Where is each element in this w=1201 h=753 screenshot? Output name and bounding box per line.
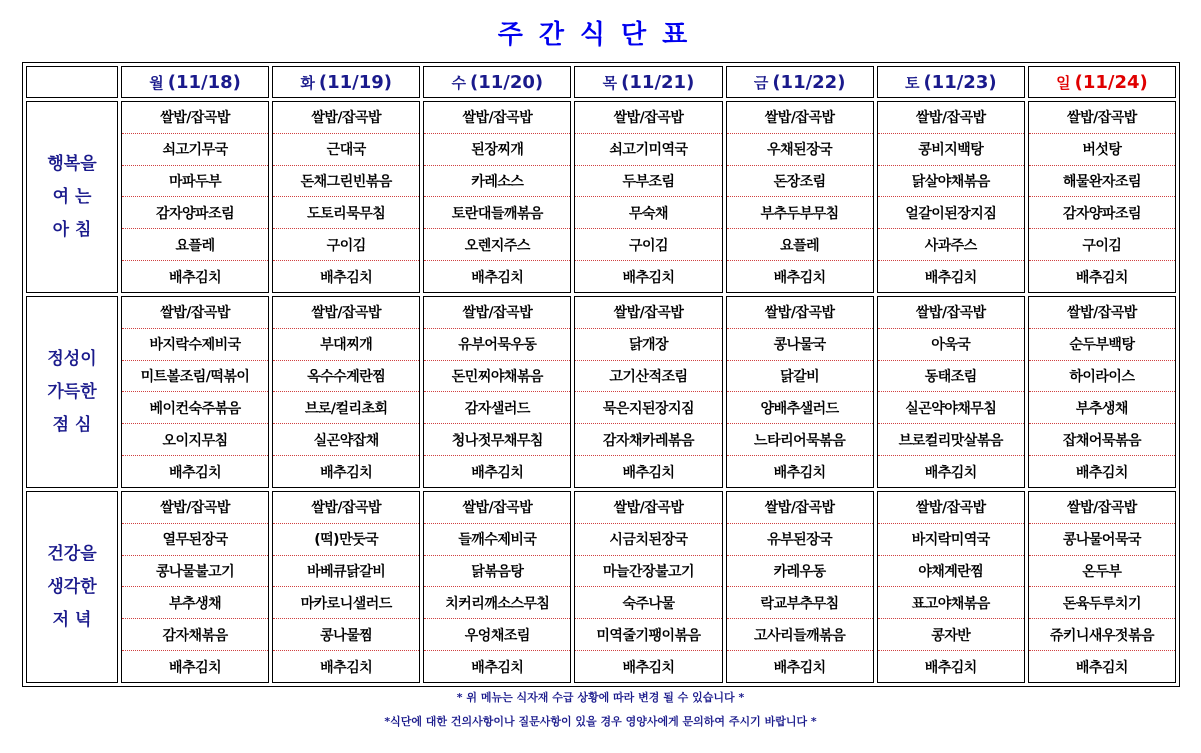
menu-cell (121, 101, 269, 293)
menu-item: 배추김치 (924, 659, 977, 676)
menu-cell (877, 296, 1025, 488)
header-row (26, 66, 1176, 98)
menu-list (575, 297, 721, 487)
menu-item: 배추김치 (773, 464, 826, 481)
menu-cell (121, 491, 269, 683)
menu-item: 오렌지주스 (424, 229, 570, 261)
menu-item: 카레소스 (424, 166, 570, 198)
menu-item: 배추김치 (169, 269, 222, 286)
menu-item: 두부조림 (575, 166, 721, 198)
meal-row-dinner (26, 491, 1176, 683)
menu-item: 콩나물찜 (273, 619, 419, 651)
meal-label-line: 생각한 (47, 576, 97, 597)
menu-item: (떡)만둣국 (273, 524, 419, 556)
menu-item: 쌀밥/잡곡밥 (575, 492, 721, 524)
menu-list (727, 102, 873, 292)
menu-list (273, 297, 419, 487)
menu-item: 동태조림 (878, 361, 1024, 393)
menu-item: 돈채그린빈볶음 (273, 166, 419, 198)
menu-list (273, 492, 419, 682)
menu-list (1029, 102, 1175, 292)
menu-item: 브로컬리맛살볶음 (878, 424, 1024, 456)
menu-item: 우엉채조림 (424, 619, 570, 651)
menu-cell (726, 296, 874, 488)
menu-item: 콩나물불고기 (122, 556, 268, 588)
menu-item: 구이김 (575, 229, 721, 261)
menu-item: 버섯탕 (1029, 134, 1175, 166)
corner-cell (26, 66, 118, 98)
menu-cell (423, 491, 571, 683)
meal-label-line: 가득한 (47, 381, 97, 402)
menu-list (122, 297, 268, 487)
menu-cell (574, 491, 722, 683)
menu-item: 쌀밥/잡곡밥 (878, 102, 1024, 134)
weekly-menu-table (22, 62, 1180, 687)
menu-list (878, 492, 1024, 682)
menu-item: 쌀밥/잡곡밥 (878, 297, 1024, 329)
menu-item: 시금치된장국 (575, 524, 721, 556)
menu-item: 쌀밥/잡곡밥 (727, 297, 873, 329)
menu-item: 부대찌개 (273, 329, 419, 361)
menu-item: 쌀밥/잡곡밥 (727, 102, 873, 134)
menu-cell (272, 101, 420, 293)
menu-cell (574, 101, 722, 293)
menu-item: 브로/컬리초회 (273, 392, 419, 424)
menu-item: 부추두부무침 (727, 197, 873, 229)
meal-label-line: 행복을 (47, 153, 97, 174)
menu-list (122, 102, 268, 292)
menu-item: 쌀밥/잡곡밥 (424, 297, 570, 329)
menu-list (727, 492, 873, 682)
menu-item: 부추생채 (122, 587, 268, 619)
menu-item: 배추김치 (169, 464, 222, 481)
menu-item: 무숙채 (575, 197, 721, 229)
menu-item: 온두부 (1029, 556, 1175, 588)
menu-cell (272, 296, 420, 488)
menu-cell (121, 296, 269, 488)
menu-item: 감자채카레볶음 (575, 424, 721, 456)
menu-list (575, 492, 721, 682)
note-contact-notice: *식단에 대한 건의사항이나 질문사항이 있을 경우 영양사에게 문의하여 주시기 바랍니다 * (384, 715, 817, 728)
menu-item: 요플레 (122, 229, 268, 261)
day-header-fri: 금 (11/22) (726, 66, 874, 98)
menu-item: 구이김 (1029, 229, 1175, 261)
menu-cell (877, 491, 1025, 683)
menu-item: 된장찌개 (424, 134, 570, 166)
menu-item: 배추김치 (169, 659, 222, 676)
menu-item: 바지락수제비국 (122, 329, 268, 361)
day-header-mon: 월 (11/18) (121, 66, 269, 98)
menu-item: 해물완자조림 (1029, 166, 1175, 198)
menu-item: 옥수수계란찜 (273, 361, 419, 393)
menu-cell (1028, 296, 1176, 488)
menu-item: 콩비지백탕 (878, 134, 1024, 166)
menu-item: 배추김치 (320, 269, 373, 286)
menu-item: 쌀밥/잡곡밥 (727, 492, 873, 524)
menu-item: 쥬키니새우젓볶음 (1029, 619, 1175, 651)
menu-item: 쌀밥/잡곡밥 (122, 297, 268, 329)
menu-item: 마파두부 (122, 166, 268, 198)
menu-item: 배추김치 (622, 269, 675, 286)
meal-label-dinner (26, 491, 118, 683)
menu-item: 근대국 (273, 134, 419, 166)
menu-item: 쌀밥/잡곡밥 (424, 492, 570, 524)
menu-item: 감자샐러드 (424, 392, 570, 424)
meal-label-lunch (26, 296, 118, 488)
menu-list (424, 492, 570, 682)
menu-item: 실곤약야채무침 (878, 392, 1024, 424)
meal-row-breakfast (26, 101, 1176, 293)
menu-item: 배추김치 (471, 269, 524, 286)
meal-label-line: 정성이 (47, 348, 97, 369)
menu-item: 우채된장국 (727, 134, 873, 166)
menu-item: 배추김치 (773, 269, 826, 286)
menu-item: 배추김치 (1075, 464, 1128, 481)
page-title: 주간식단표 (497, 20, 704, 50)
menu-cell (574, 296, 722, 488)
menu-item: 숙주나물 (575, 587, 721, 619)
menu-item: 도토리묵무침 (273, 197, 419, 229)
menu-item: 들깨수제비국 (424, 524, 570, 556)
menu-list (1029, 297, 1175, 487)
menu-item: 잡채어묵볶음 (1029, 424, 1175, 456)
menu-item: 청나젓무채무침 (424, 424, 570, 456)
menu-item: 마늘간장불고기 (575, 556, 721, 588)
menu-item: 쌀밥/잡곡밥 (273, 492, 419, 524)
menu-item: 순두부백탕 (1029, 329, 1175, 361)
menu-item: 배추김치 (622, 659, 675, 676)
menu-item: 묵은지된장지짐 (575, 392, 721, 424)
menu-item: 실곤약잡채 (273, 424, 419, 456)
menu-item: 콩자반 (878, 619, 1024, 651)
menu-cell (1028, 491, 1176, 683)
menu-item: 배추김치 (924, 464, 977, 481)
menu-item: 아욱국 (878, 329, 1024, 361)
menu-item: 쌀밥/잡곡밥 (878, 492, 1024, 524)
menu-list (878, 102, 1024, 292)
menu-item: 치커리깨소스무침 (424, 587, 570, 619)
menu-item: 오이지무침 (122, 424, 268, 456)
menu-item: 배추김치 (320, 464, 373, 481)
menu-item: 쌀밥/잡곡밥 (273, 297, 419, 329)
menu-item: 유부된장국 (727, 524, 873, 556)
menu-item: 감자채볶음 (122, 619, 268, 651)
menu-item: 쌀밥/잡곡밥 (575, 297, 721, 329)
menu-cell (423, 296, 571, 488)
menu-item: 쌀밥/잡곡밥 (575, 102, 721, 134)
menu-item: 사과주스 (878, 229, 1024, 261)
menu-item: 배추김치 (924, 269, 977, 286)
menu-cell (726, 491, 874, 683)
meal-label-line: 아 침 (52, 219, 92, 240)
menu-item: 쌀밥/잡곡밥 (1029, 492, 1175, 524)
menu-cell (877, 101, 1025, 293)
menu-item: 쇠고기무국 (122, 134, 268, 166)
note-change-notice: * 위 메뉴는 식자재 수급 상황에 따라 변경 될 수 있습니다 * (456, 691, 745, 704)
menu-item: 닭볶음탕 (424, 556, 570, 588)
menu-item: 배추김치 (471, 464, 524, 481)
menu-item: 부추생채 (1029, 392, 1175, 424)
menu-list (1029, 492, 1175, 682)
menu-item: 쌀밥/잡곡밥 (273, 102, 419, 134)
menu-item: 배추김치 (773, 659, 826, 676)
menu-item: 쌀밥/잡곡밥 (122, 492, 268, 524)
menu-list (273, 102, 419, 292)
menu-item: 쌀밥/잡곡밥 (1029, 102, 1175, 134)
menu-item: 배추김치 (1075, 269, 1128, 286)
menu-item: 돈장조림 (727, 166, 873, 198)
menu-item: 얼갈이된장지짐 (878, 197, 1024, 229)
menu-item: 마카로니샐러드 (273, 587, 419, 619)
meal-label-line: 건강을 (47, 543, 97, 564)
menu-item: 양배추샐러드 (727, 392, 873, 424)
menu-item: 미트볼조림/떡볶이 (122, 361, 268, 393)
menu-cell (272, 491, 420, 683)
menu-item: 감자양파조림 (122, 197, 268, 229)
menu-list (878, 297, 1024, 487)
menu-item: 열무된장국 (122, 524, 268, 556)
menu-list (122, 492, 268, 682)
menu-cell (1028, 101, 1176, 293)
menu-item: 미역줄기팽이볶음 (575, 619, 721, 651)
menu-item: 바지락미역국 (878, 524, 1024, 556)
menu-item: 야채계란찜 (878, 556, 1024, 588)
menu-item: 배추김치 (320, 659, 373, 676)
menu-item: 돈육두루치기 (1029, 587, 1175, 619)
meal-label-line: 여 는 (52, 186, 92, 207)
day-header-sun: 일 (11/24) (1028, 66, 1176, 98)
menu-item: 감자양파조림 (1029, 197, 1175, 229)
menu-cell (726, 101, 874, 293)
menu-item: 배추김치 (471, 659, 524, 676)
menu-item: 콩나물국 (727, 329, 873, 361)
menu-item: 하이라이스 (1029, 361, 1175, 393)
meal-label-line: 저 녁 (52, 609, 92, 630)
day-header-thu: 목 (11/21) (574, 66, 722, 98)
menu-item: 느타리어묵볶음 (727, 424, 873, 456)
menu-item: 요플레 (727, 229, 873, 261)
menu-list (727, 297, 873, 487)
menu-item: 돈민찌야채볶음 (424, 361, 570, 393)
meal-row-lunch (26, 296, 1176, 488)
menu-item: 락교부추무침 (727, 587, 873, 619)
menu-item: 카레우동 (727, 556, 873, 588)
menu-item: 바베큐닭갈비 (273, 556, 419, 588)
menu-item: 표고야채볶음 (878, 587, 1024, 619)
menu-item: 콩나물어묵국 (1029, 524, 1175, 556)
menu-list (424, 102, 570, 292)
meal-label-breakfast (26, 101, 118, 293)
menu-item: 닭개장 (575, 329, 721, 361)
menu-item: 쌀밥/잡곡밥 (1029, 297, 1175, 329)
day-header-sat: 토 (11/23) (877, 66, 1025, 98)
menu-item: 닭살야채볶음 (878, 166, 1024, 198)
menu-item: 쌀밥/잡곡밥 (122, 102, 268, 134)
menu-item: 고기산적조림 (575, 361, 721, 393)
menu-cell (423, 101, 571, 293)
menu-item: 토란대들깨볶음 (424, 197, 570, 229)
menu-list (424, 297, 570, 487)
menu-item: 유부어묵우동 (424, 329, 570, 361)
day-header-tue: 화 (11/19) (272, 66, 420, 98)
menu-item: 구이김 (273, 229, 419, 261)
menu-item: 배추김치 (1075, 659, 1128, 676)
day-header-wed: 수 (11/20) (423, 66, 571, 98)
menu-list (575, 102, 721, 292)
menu-item: 배추김치 (622, 464, 675, 481)
menu-item: 쇠고기미역국 (575, 134, 721, 166)
menu-item: 고사리들깨볶음 (727, 619, 873, 651)
menu-item: 베이컨숙주볶음 (122, 392, 268, 424)
menu-item: 쌀밥/잡곡밥 (424, 102, 570, 134)
meal-label-line: 점 심 (52, 414, 92, 435)
menu-item: 닭갈비 (727, 361, 873, 393)
